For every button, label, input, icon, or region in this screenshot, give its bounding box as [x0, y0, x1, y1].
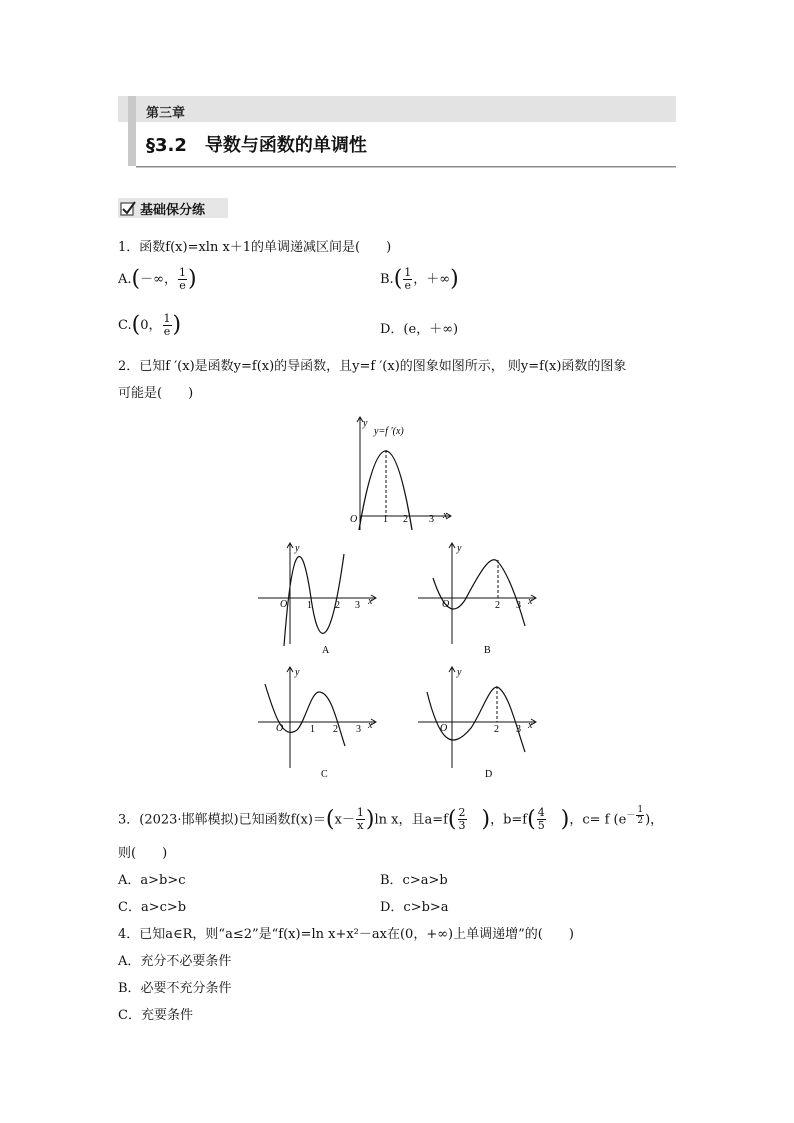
q3-line2: 则( )	[118, 846, 168, 861]
option-c-graph	[255, 662, 380, 784]
header-band	[118, 96, 676, 122]
q4-stem: 4．已知a∈R，则“a≤2”是“f(x)=ln x+x²－ax在(0，+∞)上单调递增”的( )	[118, 927, 574, 942]
graph-curve-label: y=f ′(x)	[374, 426, 404, 437]
q3-stem: 3．(2023·邯郸模拟)已知函数f(x)＝(x－ $\frac{1}{x}$ )ln x，且a=f( $\frac{2}{3}$ )，b=f( $\frac{4}{5}$ )，c= f ($e^{- \frac{1}{2}}$ )，	[118, 805, 664, 833]
option-a-origin: O	[280, 599, 288, 610]
option-a-graph	[255, 538, 380, 660]
checkbox-check-icon	[120, 200, 136, 216]
q3-option-c: C．a>c>b	[118, 900, 187, 915]
option-c-tick-2: 2	[333, 724, 338, 735]
derivative-graph	[340, 412, 460, 534]
option-c-x-label: x	[368, 720, 373, 731]
graph-tick-1: 1	[383, 514, 388, 525]
option-a-x-label: x	[368, 596, 373, 607]
q3-option-d: D．c>b>a	[380, 900, 449, 915]
q1-stem: 1．函数f(x)=xln x＋1的单调递减区间是( )	[118, 240, 392, 255]
q2-stem-line2: 可能是( )	[118, 386, 194, 401]
option-d-origin: O	[440, 723, 448, 734]
graph-tick-2: 2	[403, 514, 408, 525]
q1-option-b: B.( $\frac{1}{e}$ ，＋∞)	[380, 266, 459, 292]
option-c-tick-1: 1	[310, 724, 315, 735]
option-c-caption: C	[321, 769, 328, 780]
option-a-y-label: y	[295, 543, 300, 554]
option-d-tick-3: 3	[516, 724, 521, 735]
section-label: 基础保分练	[140, 203, 206, 218]
option-a-tick-1: 1	[307, 600, 312, 611]
option-b-y-label: y	[457, 543, 462, 554]
option-b-graph	[415, 538, 540, 660]
q4-option-c: C．充要条件	[118, 1008, 193, 1023]
graph-x-label: x	[443, 510, 448, 521]
graph-tick-3: 3	[429, 514, 434, 525]
q1-option-a: A.(－∞， $\frac{1}{e}$ )	[118, 266, 197, 292]
option-d-x-label: x	[528, 720, 533, 731]
q1-option-d: D．(e，＋∞)	[380, 322, 459, 337]
option-b-origin: O	[442, 599, 450, 610]
option-c-tick-3: 3	[356, 724, 361, 735]
q3-option-a: A．a>b>c	[118, 873, 186, 888]
option-b-tick-2: 2	[495, 600, 500, 611]
option-d-graph	[415, 662, 540, 784]
option-c-origin: O	[276, 723, 284, 734]
option-c-y-label: y	[295, 667, 300, 678]
chapter-label: 第三章	[146, 106, 186, 121]
q3-option-b: B．c>a>b	[380, 873, 448, 888]
q4-option-a: A．充分不必要条件	[118, 954, 232, 969]
option-d-y-label: y	[457, 667, 462, 678]
option-b-caption: B	[484, 645, 491, 656]
option-b-tick-3: 3	[516, 600, 521, 611]
graph-y-label: y	[363, 418, 368, 429]
option-b-x-label: x	[528, 596, 533, 607]
q4-option-b: B．必要不充分条件	[118, 981, 232, 996]
graph-origin-label: O	[350, 514, 358, 525]
option-a-caption: A	[322, 645, 330, 656]
page-title: §3.2 导数与函数的单调性	[146, 135, 367, 156]
q1-option-c: C.(0， $\frac{1}{e}$ )	[118, 312, 182, 338]
header-accent-bar	[128, 96, 136, 166]
option-d-tick-2: 2	[494, 724, 499, 735]
option-a-tick-3: 3	[355, 600, 360, 611]
q2-stem-line1: 2．已知f ′(x)是函数y=f(x)的导函数，且y=f ′(x)的图象如图所示， 则y=f(x)函数的图象	[118, 359, 627, 374]
option-d-caption: D	[485, 769, 493, 780]
option-a-tick-2: 2	[335, 600, 340, 611]
